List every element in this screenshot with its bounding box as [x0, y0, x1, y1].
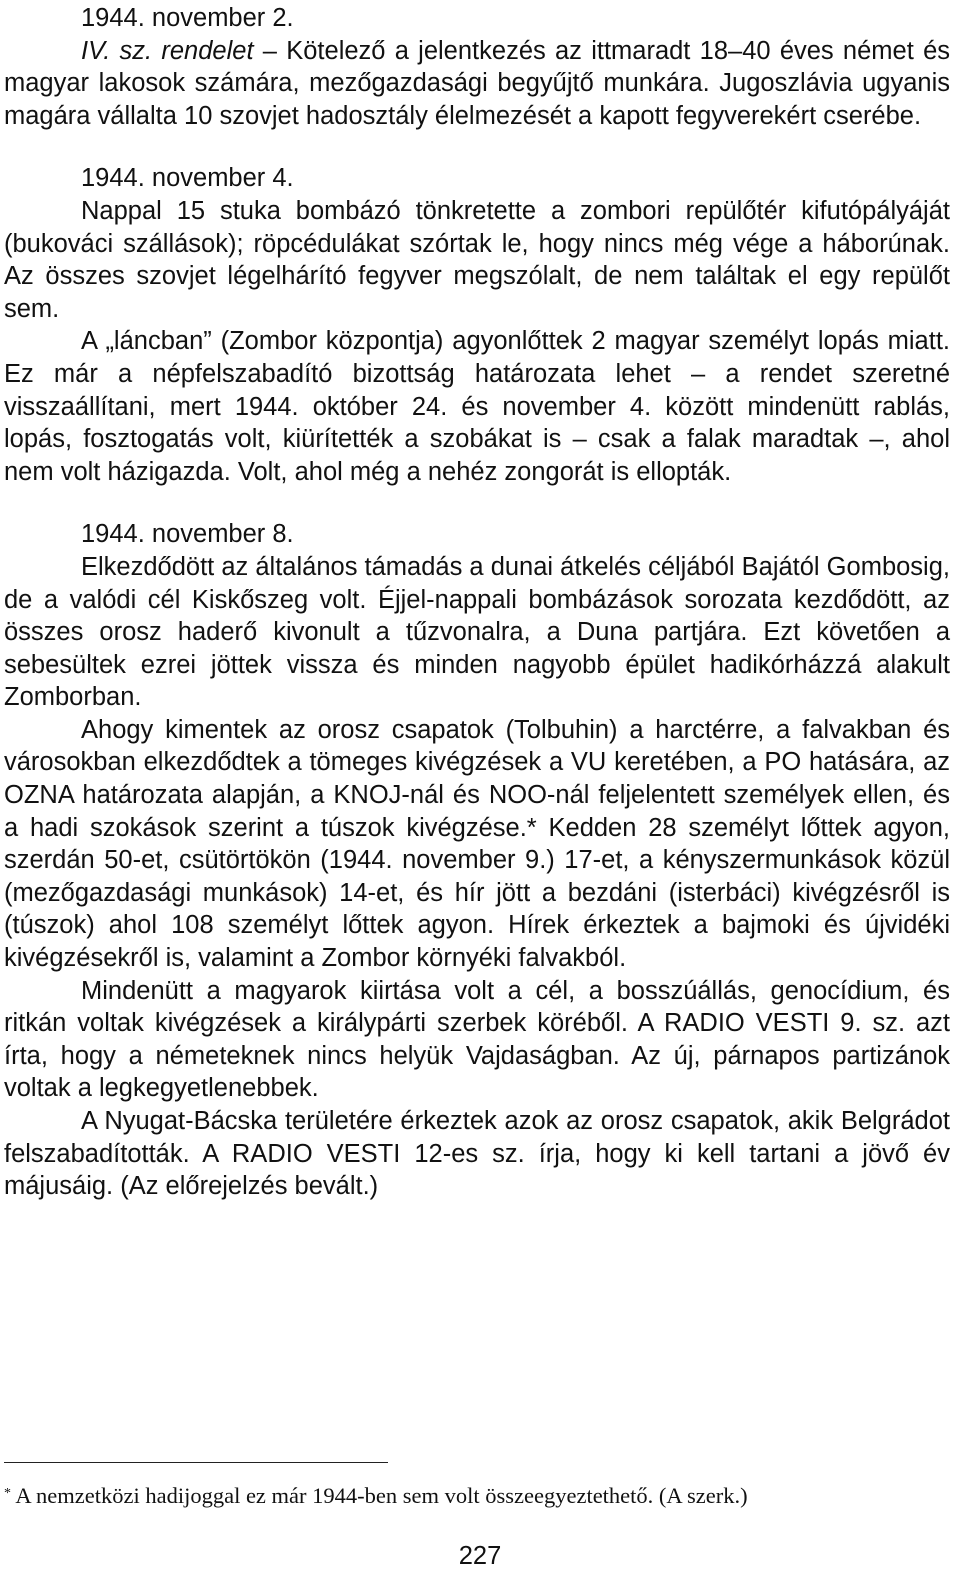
section-gap — [4, 488, 950, 518]
paragraph-lancban: A „láncban” (Zombor központja) agyonlőttek 2 magyar személyt lopás miatt. Ez már a népfelszabadító bizottság határozata lehet – a rendet szeretné visszaállítani, mert 1944. október 24. és november 4. között mindenütt rablás, lopás, fosztogatás volt, kiürítették a szobákat is – csak a falak maradtak –, ahol nem volt házigazda. Volt, ahol még a nehéz zongorát is ellopták. — [4, 327, 950, 486]
footnote-mark: * — [4, 1486, 11, 1501]
paragraph-nyugat-bacska: A Nyugat-Bácska területére érkeztek azok az orosz csapatok, akik Belgrádot felszabadították. A RADIO VESTI 12-es sz. írja, hogy ki kell tartani a jövő év májusáig. (Az előrejelzés bevált.) — [4, 1107, 950, 1201]
section-date-nov-4: 1944. november 4. — [81, 164, 294, 193]
paragraph-ahogy: Ahogy kimentek az orosz csapatok (Tolbuhin) a harctérre, a falvakban és városokban elkezdődtek a tömeges kivégzések a VU keretében, a PO hatására, az OZNA határozata alapján, a KNOJ-nál és NOO-nál feljelentett személyek ellen, és a hadi szokások szerint a túszok kivégzése.* Kedden 28 személyt lőttek agyon, szerdán 50-et, csütörtökön (1944. november 9.) 17-et, a kényszermunkások közül (mezőgazdasági munkások) 14-et, és hír jött a bezdáni (isterbáci) kivégzésről is (túszok) ahol 108 személyt lőttek agyon. Hírek érkeztek a bajmoki és újvidéki kivégzésekről is, valamint a Zombor környéki falvakból. — [4, 715, 950, 973]
paragraph-rendelet — [4, 35, 950, 133]
paragraph-nappal: Nappal 15 stuka bombázó tönkretette a zombori repülőtér kifutópályáját (bukováci szállások); röpcédulákat szórtak le, hogy nincs még vége a háborúnak. Az összes szovjet légelhárító fegyver megszólalt, de nem találtak el egy repülőt sem. — [4, 196, 950, 323]
paragraph-elkezdodott: Elkezdődött az általános támadás a dunai átkelés céljából Bajától Gombosig, de a valódi cél Kiskőszeg volt. Éjjel-nappali bombázások sorozata kezdődött, az összes orosz haderő kivonult a tűzvonalra, a Duna partjára. Ezt követően a sebesültek ezrei jöttek vissza és minden nagyobb épület hadikórházzá alakult Zomborban. — [4, 552, 950, 712]
paragraph-mindenutt: Mindenütt a magyarok kiirtása volt a cél, a bosszúállás, genocídium, és ritkán voltak kivégzések a királypárti szerbek köréből. A RADIO VESTI 9. sz. azt írta, hogy a németeknek nincs helyük Vajdaságban. Az új, párnapos partizánok voltak a legkegyetlenebbek. — [4, 976, 950, 1103]
section-date-nov-8: 1944. november 8. — [81, 520, 294, 549]
decree-text: – Kötelező a jelentkezés az ittmaradt 18–40 éves német és magyar lakosok számára, mezőgazdasági begyűjtő munkára. Jugoszlávia ugyanis magára vállalta 10 szovjet hadosztály élelmezését a kapott fegyverekért cserébe. — [4, 36, 950, 130]
footnote — [4, 1482, 950, 1510]
footnote-text: A nemzetközi hadijoggal ez már 1944-ben sem volt összeegyeztethető. (A szerk.) — [11, 1483, 748, 1508]
page-number: 227 — [458, 1542, 502, 1570]
section-date-nov-2: 1944. november 2. — [81, 4, 294, 32]
decree-reference: IV. sz. rendelet — [81, 36, 254, 65]
body-text — [4, 2, 950, 1203]
section-gap — [4, 132, 950, 162]
footnote-divider — [4, 1462, 388, 1463]
